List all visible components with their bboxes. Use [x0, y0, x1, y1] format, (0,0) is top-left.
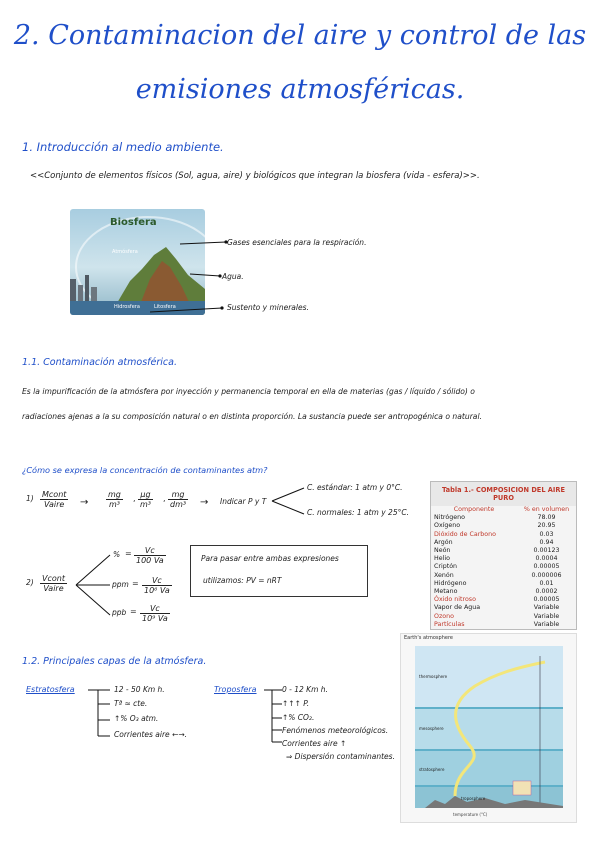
page-title-line1: 2. Contaminacion del aire y control de las: [13, 20, 587, 51]
note-line1: Para pasar entre ambas expresiones: [201, 554, 339, 563]
row-value: 0.0004: [535, 555, 558, 563]
row-value: 0.00123: [533, 547, 560, 555]
unit-mg-m3: [106, 489, 123, 509]
equals: =: [130, 607, 137, 616]
frac-den: 10⁹ Va: [142, 614, 168, 623]
callout-gases: Gases esenciales para la respiración.: [227, 238, 367, 247]
row-component: Criptón: [434, 563, 458, 571]
row-value: 0.0002: [535, 588, 558, 596]
row-value: 0.00005: [533, 563, 560, 571]
composition-table-grid: [431, 506, 576, 629]
row-value: 78.09: [537, 514, 556, 522]
indicar-pt: Indicar P y T: [220, 497, 267, 506]
label-troposfera: Troposfera: [214, 685, 257, 694]
row-value: 0.03: [539, 530, 554, 538]
frac-num: Mcont: [42, 490, 67, 499]
branch-arrows-2: [74, 550, 114, 620]
label-litosfera: Litosfera: [154, 304, 176, 310]
table-row: [431, 580, 576, 588]
tropo-item-3: ↑% CO₂.: [282, 713, 315, 722]
fraction-volume-per-volume: [40, 573, 67, 593]
frac-den: m³: [108, 500, 120, 509]
condicion-normales: C. normales: 1 atm y 25°C.: [307, 508, 409, 517]
row-component: Ozono: [434, 612, 454, 620]
layer-thermosphere: thermosphere: [419, 674, 448, 679]
branch-arrows: [268, 484, 308, 518]
ppm-fraction: [142, 575, 172, 595]
tropo-item-5: Corrientes aire ↑: [282, 739, 347, 748]
composition-table: [430, 481, 577, 630]
layer-troposphere: troposphere: [461, 796, 486, 801]
estrat-bracket: [86, 684, 116, 744]
atm-x-label: temperature (°C): [453, 812, 488, 817]
frac-num: Vc: [134, 546, 166, 556]
biosfera-title: Biosfera: [110, 217, 157, 228]
frac-den: dm³: [170, 500, 187, 509]
row-value: 0.000006: [531, 571, 562, 579]
row-component: Argón: [434, 538, 453, 546]
row-value: 20.95: [537, 522, 556, 530]
table-row: [431, 613, 576, 621]
estrat-item-1: 12 - 50 Km h.: [114, 685, 165, 694]
table-row: [431, 547, 576, 555]
item-number-1: 1): [26, 494, 34, 503]
estrat-item-3: ↑% O₃ atm.: [114, 714, 159, 723]
item-number-2: 2): [26, 578, 34, 587]
tropo-item-2: ↑↑↑ P.: [282, 699, 310, 708]
header-component: Componente: [453, 506, 495, 513]
tropo-item-1: 0 - 12 Km h.: [282, 685, 328, 694]
page-title-line2: emisiones atmosféricas.: [135, 74, 465, 105]
tropo-item-4: Fenómenos meteorológicos.: [282, 726, 389, 735]
section-heading-intro: 1. Introducción al medio ambiente.: [22, 140, 224, 154]
arrow-icon: →: [200, 497, 209, 508]
layer-mesosphere: mesosphere: [419, 726, 444, 731]
section-heading-capas: 1.2. Principales capas de la atmósfera.: [22, 656, 207, 667]
contaminacion-def-line1: Es la impurificación de la atmósfera por inyección y permanencia temporal en ella de materias (gas / líquido / sólido) o: [22, 387, 475, 396]
frac-num: Vc: [142, 576, 172, 586]
layer-stratosphere: stratosphere: [419, 767, 445, 772]
equals: =: [132, 579, 139, 588]
table-row: [431, 539, 576, 547]
frac-num: mg: [168, 490, 188, 500]
table-row: [431, 588, 576, 596]
unit-percent: %: [113, 550, 121, 559]
frac-den: m³: [140, 500, 151, 509]
callout-agua: Agua.: [222, 272, 244, 281]
table-header-row: [431, 506, 576, 514]
contaminacion-def-line2: radiaciones ajenas a la su composición natural o en distinta proporción. La sustancia puede ser antropogénica o natural.: [22, 412, 482, 421]
atm-figure-title: Earth's atmosphere: [404, 635, 453, 641]
arrow-icon: →: [80, 497, 89, 508]
row-component: Neón: [434, 547, 451, 555]
composition-table-title: Tabla 1.- COMPOSICION DEL AIRE PURO: [431, 482, 576, 506]
comma: ,: [163, 494, 166, 503]
frac-den: Vaire: [44, 500, 65, 509]
row-value: 0.00005: [533, 596, 560, 604]
frac-num: Vc: [140, 604, 170, 614]
row-value: 0.01: [539, 579, 554, 587]
estrat-item-4: Corrientes aire ←→.: [114, 730, 188, 739]
row-component: Dióxido de Carbono: [434, 530, 496, 538]
row-component: Óxido nitroso: [434, 596, 476, 604]
table-row: [431, 522, 576, 530]
row-component: Hidrógeno: [434, 579, 467, 587]
row-value: Variable: [533, 620, 560, 628]
callout-sustento: Sustento y minerales.: [227, 303, 309, 312]
condicion-estandar: C. estándar: 1 atm y 0°C.: [307, 483, 403, 492]
row-component: Nitrógeno: [434, 514, 465, 522]
unit-ppm: ppm: [112, 580, 129, 589]
header-percent: % en volumen: [523, 506, 570, 513]
frac-num: Vcont: [42, 574, 65, 583]
table-row: [431, 596, 576, 604]
label-atmosfera: Atmósfera: [112, 249, 138, 255]
frac-den: 10⁶ Va: [144, 586, 170, 595]
frac-num: mg: [108, 490, 121, 499]
estrat-item-2: Tª ≈ cte.: [114, 699, 148, 708]
table-row: [431, 563, 576, 571]
row-value: Variable: [533, 604, 560, 612]
table-row: [431, 572, 576, 580]
biosfera-callout-lines: [150, 230, 230, 320]
tropo-item-6: ⇒ Dispersión contaminantes.: [286, 752, 395, 761]
note-line2: utilizamos: PV = nRT: [203, 576, 282, 585]
frac-den: 100 Va: [136, 556, 164, 565]
row-component: Helio: [434, 555, 450, 563]
row-component: Partículas: [434, 620, 465, 628]
row-component: Vapor de Agua: [434, 604, 481, 612]
unit-ug-m3: [138, 489, 153, 509]
percent-fraction: [134, 545, 166, 565]
concentration-question: ¿Cómo se expresa la concentración de contaminantes atm?: [22, 465, 268, 475]
label-hidrosfera: Hidrosfera: [114, 304, 140, 310]
row-component: Metano: [434, 588, 458, 596]
unit-ppb: ppb: [112, 608, 127, 617]
equals: =: [125, 549, 132, 558]
section-heading-contaminacion: 1.1. Contaminación atmosférica.: [22, 357, 177, 368]
row-component: Oxígeno: [434, 522, 461, 530]
frac-num: µg: [138, 490, 153, 500]
definition-text: <<Conjunto de elementos físicos (Sol, agua, aire) y biológicos que integran la biosfera (vida - esfera)>>.: [30, 171, 480, 181]
row-value: 0.94: [539, 538, 554, 546]
comma: ,: [133, 494, 136, 503]
note-box: [190, 545, 368, 597]
table-row: [431, 621, 576, 629]
label-estratosfera: Estratosfera: [26, 685, 75, 694]
fraction-mass-per-volume: [40, 489, 68, 509]
table-row: [431, 604, 576, 612]
unit-mg-dm3: [168, 489, 188, 509]
table-row: [431, 531, 576, 539]
atmosphere-figure: [400, 633, 577, 823]
frac-den: Vaire: [43, 584, 64, 593]
row-component: Xenón: [434, 571, 454, 579]
row-value: Variable: [533, 612, 560, 620]
ppb-fraction: [140, 603, 170, 623]
